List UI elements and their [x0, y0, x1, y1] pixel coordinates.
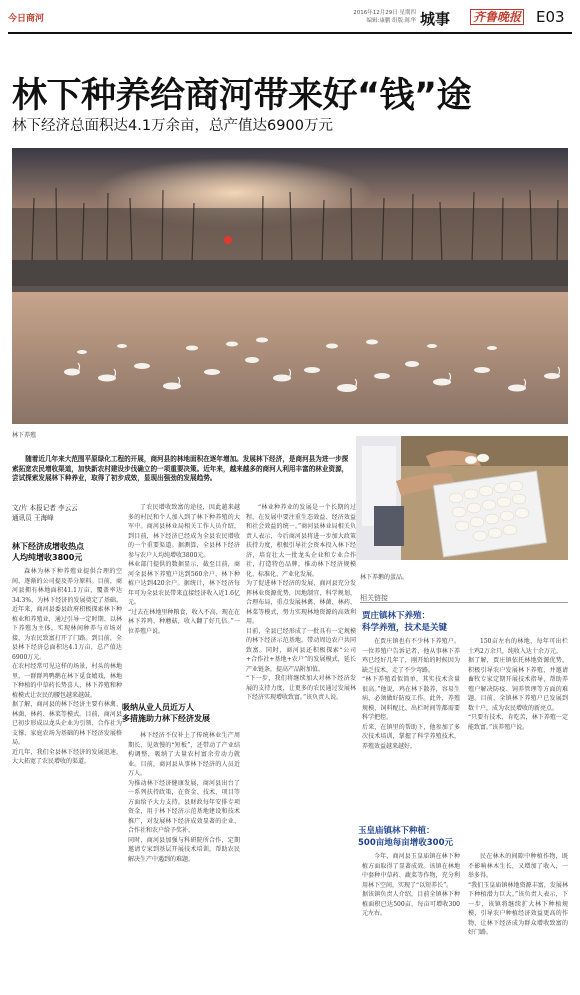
newspaper-logo: 齐鲁晚报 [470, 9, 524, 25]
subhead-2: 吸纳从业人员近万人 多措施助力林下经济发展 [122, 703, 210, 723]
page-header [8, 8, 572, 30]
subhead-4: 玉皇庙镇林下种植： 500亩地每亩增收300元 [358, 826, 453, 848]
date-text: 2016年12月29日 星期四 [353, 10, 416, 16]
date-editor-line [326, 9, 416, 25]
subhead-3: 贾庄镇林下养殖： 科学养殖，技术是关键 [362, 611, 448, 633]
page-number: E03 [536, 8, 565, 26]
related-links-label: 相关链接 [360, 594, 388, 602]
byline [12, 503, 132, 523]
body-column-5: 150亩左右的林地，每年可出栏土鸡2万余只，纯收入达十余万元。 据了解，贾庄镇依托林地资源优势，积极引导农户发展林下养殖，并邀请畜牧专家定期开展技术指导，帮助养殖户解决防疫、饲养管理等方面的难题。目前，全镇林下养殖户已发展到数十户，成为农民增收的新亮点。 “只要有技术、肯吃苦，林下养殖一定能致富。”该养殖户说。 [468, 638, 568, 731]
byline-reporter: 文/片 本报记者 李云云 [12, 504, 78, 512]
body-column-1: 森林为林下种养殖业提供合理的空间，逐渐的公司提及养分原料。目前，商河县拥有林地面积41.1万亩，覆盖率达34.3%，为林下经济的发展奠定了基础。近年来，商河县委县政府积极探索林下种植业和养殖业，通过引导一定时期、以林下养殖为主体，实现林间种养与市场对接，为农民致富打开了门路。到目前，全县林下经济总面积达4.1万亩，总产值达6900万元。 在农村经常可见这样的场景，村头的林地里，一群群鸡鸭鹅在林下觅食嬉戏，林地下种植的中草药长势喜人，林下养殖和种植模式让农民的腰包越来越鼓。 据了解，商河县的林下经济主要有林禽、林菌、林药、林菜等模式。目前，商河县已初步形成以龙头企业为引领、合作社为支撑、家庭农场为基础的林下经济发展格局。 近几年，我们全县林下经济的发展迅速，大大拓宽了农民增收的渠道。 [12, 568, 122, 765]
section-name: 城事 [420, 10, 451, 28]
related-links-rule [360, 602, 568, 603]
body-column-4: 在贾庄镇也有不少林下养殖户。一位养殖户告诉记者，他从事林下养鸡已经好几年了，刚开始的时候因为缺乏技术，走了不少弯路。 “林下养殖看似简单，其实技术含量很高。”他说，鸡在林下散养，容易生病，必须做好防疫工作。此外，养殖规模、饲料配比、出栏时间等都需要科学把控。 后来，在镇里的帮助下，他参加了多次技术培训，掌握了科学养殖技术，养殖效益越来越好。 [362, 638, 460, 750]
header-rule [8, 32, 572, 34]
headline: 林下种养给商河带来好“钱”途 [12, 76, 472, 116]
main-photo [12, 148, 568, 424]
subhead-1: 林下经济成增收热点 人均纯增收3800元 [12, 542, 84, 562]
subheadline: 林下经济总面积达4.1万余亩，总产值达6900万元 [12, 118, 333, 134]
byline-correspondent: 通讯员 王海峰 [12, 514, 54, 522]
eggs-photo [356, 436, 568, 560]
goose-eggs-image [356, 436, 568, 560]
body-column-3: “林业种养业的发展是一个长期的过程，在发展中要注重生态效益、经济效益和社会效益的统一。”商河县林业局相关负责人表示，今后商河县将进一步加大政策扶持力度，积极引导社会资本投入林下经济，培育壮大一批龙头企业和专业合作社，打造特色品牌，推动林下经济规模化、标准化、产业化发展。 为了促进林下经济的发展，商河县充分发挥林业资源优势，因地制宜，科学规划，合理布局，重点发展林禽、林菌、林药、林菜等模式，努力实现林地资源的高效利用。 目前，全县已经形成了一批具有一定规模的林下经济示范基地，带动周边农户共同致富。同时，商河县还积极探索“公司+合作社+基地+农户”的发展模式，延长产业链条，提高产品附加值。 “下一步，我们将继续加大对林下经济发展的支持力度，让更多的农民通过发展林下经济实现增收致富。”该负责人说。 [246, 504, 356, 701]
section-label: 今日商河 [8, 14, 45, 24]
lead-paragraph: 随着近几年来大范围平原绿化工程的开展，商河县的林地面积在逐年增加。发展林下经济，是商河县为进一步探索拓宽农民增收渠道，加快新农村建设步伐确立的一项重要决策。近年来，越来越多的商河人利用丰富的林业资源，尝试探索发展林下种养业，取得了初步成效，显现出强劲的发展趋势。 [12, 455, 349, 483]
body-column-2: 了农民增收致富的途径，因此越来越多的村民和个人加入到了林下种养殖的大军中。商河县林业局相关工作人员介绍，到目前，林下经济已经成为全县农民增收的一个重要渠道。据测算，全县林下经济参与农户人均纯增收3800元。 林业部门提供的数据显示，截至目前，商河全县林下养殖户达到560余户，林下种植户达到420余户。据统计，林下经济每年可为全县农民带来直接经济收入近1.6亿元。 “过去在林地里种粮食，收入不高，现在在林下养鸡、种蘑菇，收入翻了好几倍。”一位养殖户说。 [128, 504, 240, 635]
main-photo-caption: 林下养殖 [12, 432, 37, 439]
editor-text: 编辑:康鹏 组版:陈华 [366, 18, 416, 24]
eggs-photo-caption: 林下养鹅的蛋品。 [360, 574, 409, 581]
swans-at-sunset-image [12, 148, 568, 424]
body-column-7: 民在林木的间隙中种植作物，既不影响林木生长，又增加了收入，一举多得。 “我们玉皇庙镇林地资源丰富，发展林下种植潜力巨大。”该负责人表示，下一步，该镇将继续扩大林下种植规模，引导农户种植经济效益更高的作物，让林下经济成为群众增收致富的好门路。 [468, 853, 568, 936]
body-column-2b: 林下经济不仅补上了传统林业生产周期长、见效慢的“短板”，还带动了产业结构调整，吸纳了大量农村富余劳动力就业。目前，商河县从事林下经济的人员近万人。 为推动林下经济健康发展，商河县出台了一系列扶持政策，在资金、技术、项目等方面给予大力支持。县财政每年安排专项资金，用于林下经济示范基地建设和技术推广，对发展林下经济成效显著的企业、合作社和农户给予奖补。 同时，商河县加强与科研院所合作，定期邀请专家到基层开展技术培训，帮助农民解决生产中遇到的难题。 [128, 732, 240, 863]
body-column-6: 今年，商河县玉皇庙镇在林下种植方面取得了显著成效。该镇在林地中套种中草药、蔬菜等作物，充分利用林下空间，实现了“以短养长”。 据该镇负责人介绍，目前全镇林下种植面积已达500亩，每亩可增收300元左右。 [362, 853, 460, 917]
